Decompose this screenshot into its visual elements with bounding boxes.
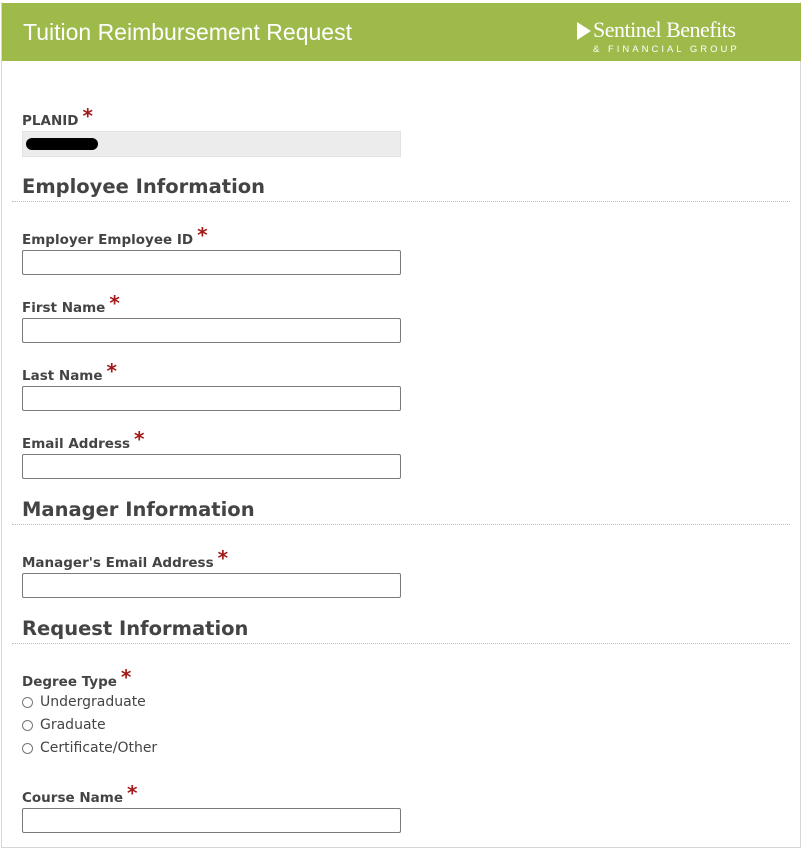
last-name-label <box>22 361 117 385</box>
required-marker: * <box>217 546 229 570</box>
radio-button[interactable] <box>22 743 33 754</box>
degree-option-label: Graduate <box>40 717 106 733</box>
course-name-label-text: Course Name <box>22 790 123 806</box>
first-name-input[interactable] <box>22 318 401 343</box>
degree-option-label: Certificate/Other <box>40 740 158 756</box>
email-label-text: Email Address <box>22 436 131 452</box>
form-frame <box>1 2 801 848</box>
required-marker: * <box>109 291 120 315</box>
logo-subtitle: & FINANCIAL GROUP <box>593 44 740 55</box>
course-name-label <box>22 783 137 807</box>
required-marker: * <box>134 427 145 451</box>
manager-email-label <box>22 548 228 572</box>
course-name-input[interactable] <box>22 808 401 833</box>
degree-type-label-text: Degree Type <box>22 674 117 690</box>
required-marker: * <box>126 781 138 805</box>
degree-option-graduate[interactable] <box>22 716 106 734</box>
logo-name: Sentinel Benefits <box>593 17 736 42</box>
manager-email-input[interactable] <box>22 573 401 598</box>
first-name-label <box>22 293 120 317</box>
last-name-input[interactable] <box>22 386 401 411</box>
planid-label-text: PLANID <box>22 113 79 129</box>
radio-button[interactable] <box>22 720 33 731</box>
degree-type-label <box>22 667 131 691</box>
planid-field <box>22 131 401 157</box>
section-title-request: Request Information <box>22 617 249 640</box>
section-divider <box>12 524 790 525</box>
employee-id-label-text: Employer Employee ID <box>22 232 194 248</box>
redaction-mark <box>26 138 98 150</box>
required-marker: * <box>106 359 118 383</box>
email-label <box>22 429 144 453</box>
section-divider <box>12 201 790 202</box>
required-marker: * <box>197 223 208 247</box>
last-name-label-text: Last Name <box>22 368 103 384</box>
page-title: Tuition Reimbursement Request <box>23 19 352 45</box>
section-divider <box>12 643 790 644</box>
planid-label <box>22 106 93 130</box>
required-marker: * <box>120 665 132 689</box>
header-bar <box>2 3 801 61</box>
section-title-manager: Manager Information <box>22 498 255 521</box>
sentinel-logo <box>577 17 777 57</box>
employee-id-label <box>22 225 208 249</box>
section-title-employee: Employee Information <box>22 175 266 198</box>
required-marker: * <box>82 104 93 128</box>
manager-email-label-text: Manager's Email Address <box>22 555 214 571</box>
degree-option-label: Undergraduate <box>40 694 146 710</box>
degree-option-undergraduate[interactable] <box>22 693 146 711</box>
degree-option-certificate[interactable] <box>22 739 157 757</box>
logo-triangle-icon <box>577 22 591 40</box>
employee-id-input[interactable] <box>22 250 401 275</box>
email-input[interactable] <box>22 454 401 479</box>
first-name-label-text: First Name <box>22 300 106 316</box>
radio-button[interactable] <box>22 697 33 708</box>
